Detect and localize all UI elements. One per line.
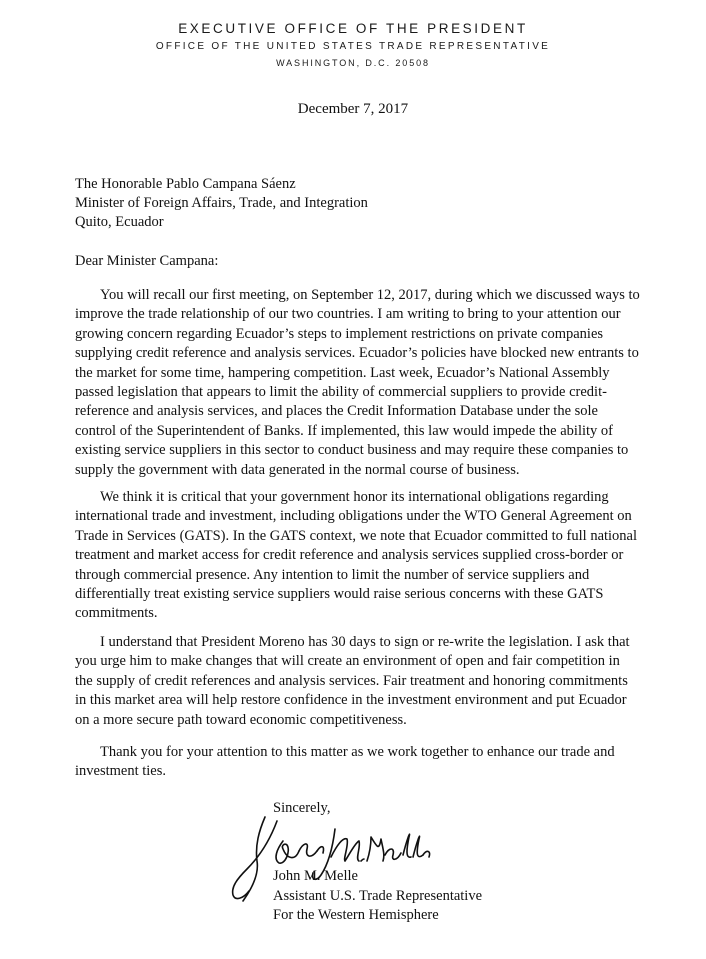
addressee-location: Quito, Ecuador xyxy=(75,214,164,230)
salutation: Dear Minister Campana: xyxy=(75,253,219,269)
body-paragraph-2: We think it is critical that your government honor its international obligations regarding international trade and investment, including obligations under the WTO General Agreement on Trade in Services (GATS). In the GATS context, we note that Ecuador committed to full national treatment and market access for credit reference and analysis services supplied cross-border or through commercial presence. Any intention to limit the number of service suppliers and differentially treat existing service suppliers would raise serious concerns with these GATS commitments. xyxy=(75,489,638,622)
letterhead-line-3: WASHINGTON, D.C. 20508 xyxy=(276,58,430,68)
signer-region: For the Western Hemisphere xyxy=(273,907,439,923)
addressee-name: The Honorable Pablo Campana Sáenz xyxy=(75,176,296,192)
body-paragraph-4: Thank you for your attention to this matter as we work together to enhance our trade and investment ties. xyxy=(75,744,615,780)
letterhead xyxy=(0,20,706,72)
closing: Sincerely, xyxy=(273,800,331,816)
letterhead-line-1: EXECUTIVE OFFICE OF THE PRESIDENT xyxy=(178,21,528,36)
addressee-block xyxy=(75,175,368,232)
body-paragraph-3: I understand that President Moreno has 30 days to sign or re-write the legislation. I ask that you urge him to make changes that will create an environment of open and fair competition in the supply of credit references and analysis services. Fair treatment and honoring commitments in this market area will help restore confidence in the investment environment and put Ecuador on a more secure path toward economic competitiveness. xyxy=(75,634,630,728)
letter-date: December 7, 2017 xyxy=(297,101,409,117)
signer-title: Assistant U.S. Trade Representative xyxy=(273,887,483,904)
signer-block xyxy=(273,867,482,926)
letterhead-line-2: OFFICE OF THE UNITED STATES TRADE REPRESENTATIVE xyxy=(155,41,551,52)
addressee-title: Minister of Foreign Affairs, Trade, and Integration xyxy=(75,195,368,211)
signer-name: John M. Melle xyxy=(273,868,358,884)
body-paragraph-1: You will recall our first meeting, on September 12, 2017, during which we discussed ways to improve the trade relationship of our two countries. I am writing to bring to your attention our growing concern regarding Ecuador’s steps to implement restrictions on private companies supplying credit reference and analysis services. Ecuador’s policies have blocked new entrants to the market for some time, hampering competition. Last week, Ecuador’s National Assembly passed legislation that appears to limit the ability of commercial suppliers to provide credit-reference and analysis services, and places the Credit Information Database under the sole control of the Superintendent of Banks. If implemented, this law would impede the ability of existing service suppliers in this sector to conduct business and may require these companies to supply the government with data generated in the normal course of business. xyxy=(75,287,640,478)
